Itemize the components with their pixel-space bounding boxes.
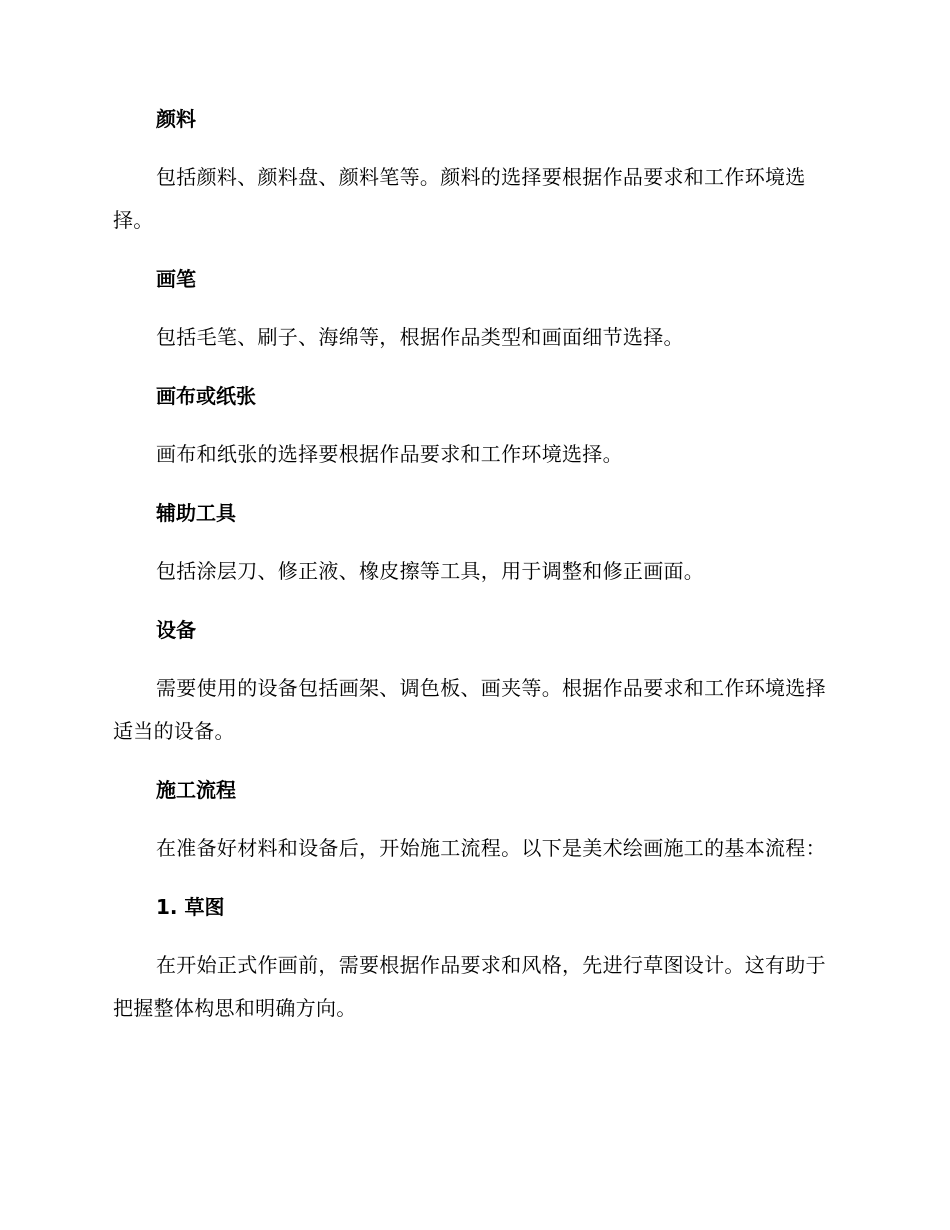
section-heading: 辅助工具 [156,501,236,525]
section-heading: 设备 [156,618,196,642]
section-sketch [113,892,831,1030]
section-brushes [113,264,831,381]
section-equipment [113,615,831,775]
section-heading: 颜料 [156,107,196,131]
section-heading: 1. 草图 [156,895,225,919]
section-paragraph: 包括颜料、颜料盘、颜料笔等。颜料的选择要根据作品要求和工作环境选择。 [113,165,806,232]
section-heading: 画布或纸张 [156,384,256,408]
section-canvas-or-paper [113,381,831,498]
section-heading: 画笔 [156,267,196,291]
section-paragraph: 需要使用的设备包括画架、调色板、画夹等。根据作品要求和工作环境选择适当的设备。 [113,676,826,743]
section-paragraph: 在准备好材料和设备后，开始施工流程。以下是美术绘画施工的基本流程： [156,836,826,860]
section-pigments [113,104,831,264]
section-paragraph: 在开始正式作画前，需要根据作品要求和风格，先进行草图设计。这有助于把握整体构思和明确方向。 [113,953,826,1020]
document-body [113,104,831,1030]
section-paragraph: 画布和纸张的选择要根据作品要求和工作环境选择。 [156,442,623,466]
section-paragraph: 包括涂层刀、修正液、橡皮擦等工具，用于调整和修正画面。 [156,559,705,583]
section-paragraph: 包括毛笔、刷子、海绵等，根据作品类型和画面细节选择。 [156,325,684,349]
section-heading: 施工流程 [156,778,236,802]
section-auxiliary-tools [113,498,831,615]
section-construction-process [113,775,831,892]
